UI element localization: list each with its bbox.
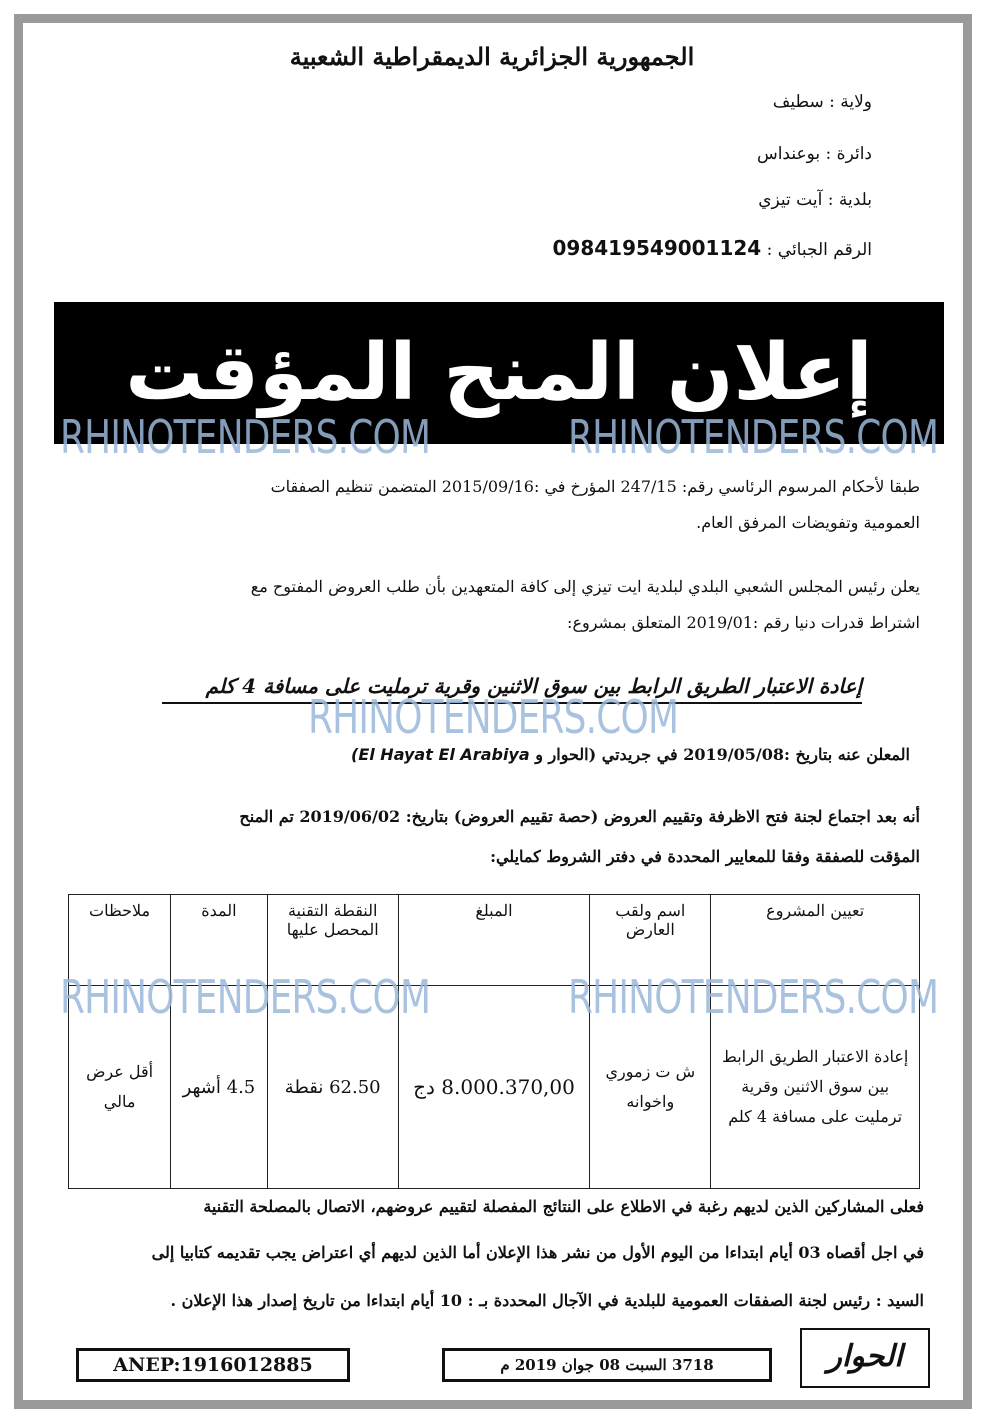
cell-tech-score: 62.50 نقطة (267, 986, 398, 1189)
closing-line2: في اجل أقصاه 03 أيام ابتداءا من اليوم الأول من نشر هذا الإعلان أما الذين لديهم أي اعتراض يجب تقديمه كتابيا إلى (151, 1243, 924, 1262)
header-project: تعيين المشروع (711, 895, 920, 986)
daira-line: دائرة : بوعنداس (756, 144, 872, 164)
watermark: RHINOTENDERS.COM (568, 410, 939, 464)
wilaya-line: ولاية : سطيف (772, 92, 872, 112)
cell-notes: أقل عرض مالي (69, 986, 171, 1189)
newspaper-logo: الحوار (827, 1339, 903, 1374)
cell-bidder: ش ت زموري واخوانه (590, 986, 711, 1189)
document (32, 30, 952, 1380)
project-subject: إعادة الاعتبار الطريق الرابط بين سوق الاثنين وقرية ترمليت على مسافة 4 كلم (162, 674, 862, 704)
commune-line: بلدية : آيت تيزي (758, 190, 872, 210)
paragraph-decree-line1: طبقا لأحكام المرسوم الرئاسي رقم: 247/15 المؤرخ في :2015/09/16 المتضمن تنظيم الصفقات (270, 477, 920, 496)
cell-duration: 4.5 أشهر (171, 986, 268, 1189)
cell-project: إعادة الاعتبار الطريق الرابط بين سوق الاثنين وقرية ترمليت على مسافة 4 كلم (711, 986, 920, 1189)
announced-paper: El Hayat El Arabiya) (351, 745, 530, 764)
announced-line (90, 738, 910, 772)
paragraph-announce-line1: يعلن رئيس المجلس الشعبي البلدي لبلدية ايت تيزي إلى كافة المتعهدين بأن طلب العروض المفتوح مع (250, 577, 920, 596)
closing-line1: فعلى المشاركين الذين لديهم رغبة في الاطلاع على النتائج المفصلة لتقييم عروضهم، الاتصال بالمصلحة التقنية (203, 1197, 924, 1216)
paragraph-meeting-line1: أنه بعد اجتماع لجنة فتح الاظرفة وتقييم العروض (حصة تقييم العروض) بتاريخ: 2019/06/02 تم المنح (239, 807, 920, 826)
award-table (68, 894, 920, 1189)
watermark: RHINOTENDERS.COM (308, 690, 679, 744)
issue-box: 3718 السبت 08 جوان 2019 م (442, 1348, 772, 1382)
header-tech-score: النقطة التقنية المحصل عليها (267, 895, 398, 986)
country-header: الجمهورية الجزائرية الديمقراطية الشعبية (289, 42, 695, 71)
header-duration: المدة (171, 895, 268, 986)
watermark: RHINOTENDERS.COM (568, 970, 939, 1024)
watermark: RHINOTENDERS.COM (60, 970, 431, 1024)
header-notes: ملاحظات (69, 895, 171, 986)
header-bidder: اسم ولقب العارض (590, 895, 711, 986)
tax-number: 098419549001124 (552, 236, 762, 260)
newspaper-logo-box (800, 1328, 930, 1388)
watermark: RHINOTENDERS.COM (60, 410, 431, 464)
cell-amount: 8.000.370,00 دج (398, 986, 590, 1189)
announced-prefix: المعلن عنه بتاريخ :2019/05/08 في جريدتي (الحوار و (535, 745, 910, 764)
header-amount: المبلغ (398, 895, 590, 986)
tax-label: الرقم الجبائي : (766, 240, 872, 260)
paragraph-decree-line2: العمومية وتفويضات المرفق العام. (696, 513, 920, 532)
tax-number-line (552, 236, 872, 260)
banner-title: إعلان المنح المؤقت (125, 328, 873, 418)
anep-box: ANEP:1916012885 (76, 1348, 350, 1382)
closing-line3: السيد : رئيس لجنة الصفقات العمومية للبلدية في الآجال المحددة بـ : 10 أيام ابتداءا من تاريخ إصدار هذا الإعلان . (170, 1291, 924, 1310)
paragraph-meeting-line2: المؤقت للصفقة وفقا للمعايير المحددة في دفتر الشروط كمايلي: (490, 847, 920, 866)
paragraph-announce-line2: اشتراط قدرات دنيا رقم :2019/01 المتعلق بمشروع: (567, 613, 920, 632)
